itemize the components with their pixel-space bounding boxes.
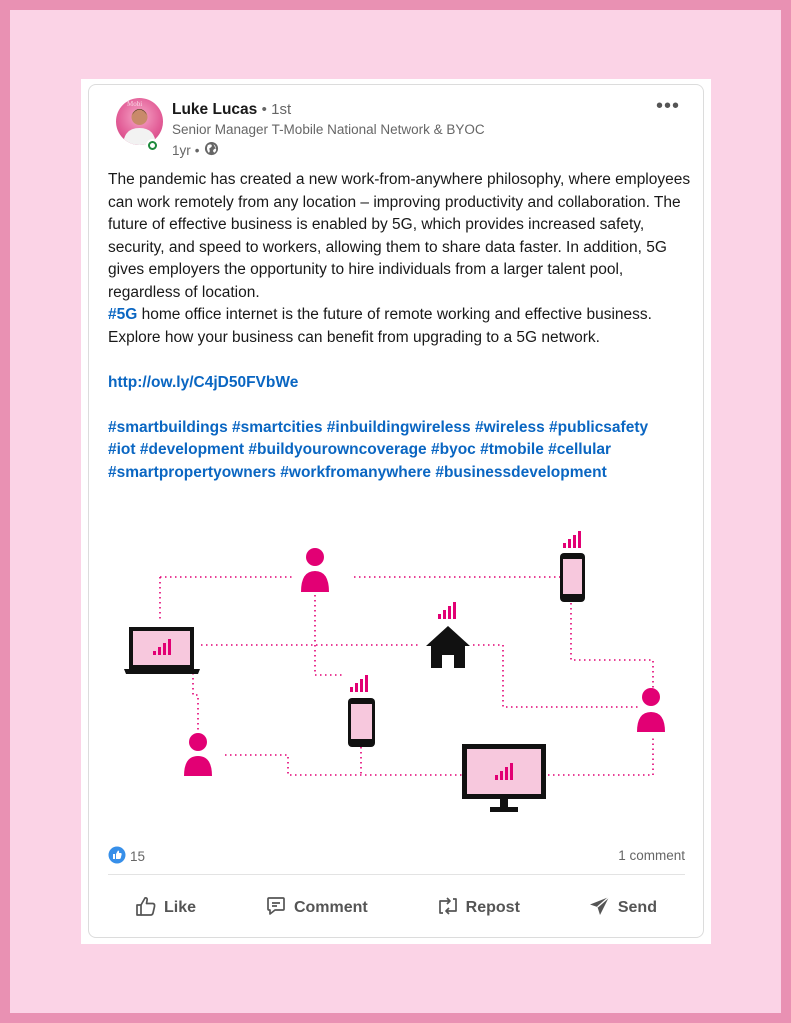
separator-dot: • <box>194 142 200 158</box>
thumbs-up-icon <box>134 894 158 923</box>
send-icon <box>588 894 612 923</box>
signal-icon <box>350 675 368 692</box>
reactions-summary[interactable] <box>108 846 145 867</box>
comment-label: Comment <box>293 899 368 916</box>
post-meta <box>172 141 219 159</box>
post-paragraph-text: home office internet is the future of remote working and effective business. Explore how your business can benefit from upgrading to a 5G network. <box>108 306 652 346</box>
like-reaction-icon <box>108 846 126 867</box>
send-label: Send <box>617 899 657 916</box>
signal-icon <box>563 531 581 548</box>
laptop-icon <box>124 627 200 674</box>
hashtags[interactable] <box>108 417 693 485</box>
separator-dot: • <box>261 101 267 118</box>
hashtag-link[interactable]: #5G <box>108 306 138 323</box>
repost-button[interactable] <box>416 890 540 926</box>
author-name-line <box>172 101 291 119</box>
online-status-icon <box>146 139 159 152</box>
comment-button[interactable] <box>244 890 388 926</box>
person-icon <box>184 733 212 776</box>
more-options-icon[interactable]: ••• <box>656 95 681 117</box>
connection-lines <box>160 577 653 775</box>
like-button[interactable] <box>108 890 216 926</box>
hashtags-line[interactable]: #smartpropertyowners #workfromanywhere #businessdevelopment <box>108 463 607 481</box>
smartphone-icon <box>348 698 375 747</box>
globe-icon <box>204 141 219 159</box>
post-paragraph <box>108 304 693 349</box>
like-label: Like <box>164 899 197 916</box>
comments-count[interactable]: 1 comment <box>618 848 685 863</box>
repost-label: Repost <box>465 899 520 916</box>
svg-text:Mobi: Mobi <box>127 100 143 108</box>
person-icon <box>637 688 665 732</box>
post-body <box>108 169 693 484</box>
post-url-link[interactable]: http://ow.ly/C4jD50FVbWe <box>108 373 299 391</box>
avatar[interactable] <box>116 98 163 145</box>
repost-icon <box>436 894 460 923</box>
monitor-icon <box>462 744 546 812</box>
comment-icon <box>264 894 288 923</box>
home-icon <box>426 626 470 668</box>
reaction-count[interactable]: 15 <box>130 849 146 864</box>
send-button[interactable] <box>568 890 685 926</box>
hashtags-line[interactable]: #iot #development #buildyourowncoverage #byoc #tmobile #cellular <box>108 441 612 458</box>
post-actions-bar <box>108 890 685 926</box>
author-name[interactable]: Luke Lucas <box>172 101 258 118</box>
author-headline: Senior Manager T-Mobile National Network & BYOC <box>172 122 485 137</box>
post-paragraph: The pandemic has created a new work-from-anywhere philosophy, where employees can work remotely from any location – improving productivity and collaboration. The future of effective business is enabled by 5G, which provides increased safety, security, and speed to workers, allowing them to share data faster. In addition, 5G gives employers the opportunity to hire individuals from a larger talent pool, regardless of location. <box>108 171 691 301</box>
divider <box>108 874 685 875</box>
smartphone-icon <box>560 553 585 602</box>
signal-icon <box>438 602 456 619</box>
post-time[interactable]: 1yr <box>172 142 191 158</box>
person-icon <box>301 548 329 592</box>
connection-degree: 1st <box>271 101 292 118</box>
post-image[interactable] <box>108 525 685 825</box>
hashtags-line[interactable]: #smartbuildings #smartcities #inbuildingwireless #wireless #publicsafety <box>108 418 649 436</box>
